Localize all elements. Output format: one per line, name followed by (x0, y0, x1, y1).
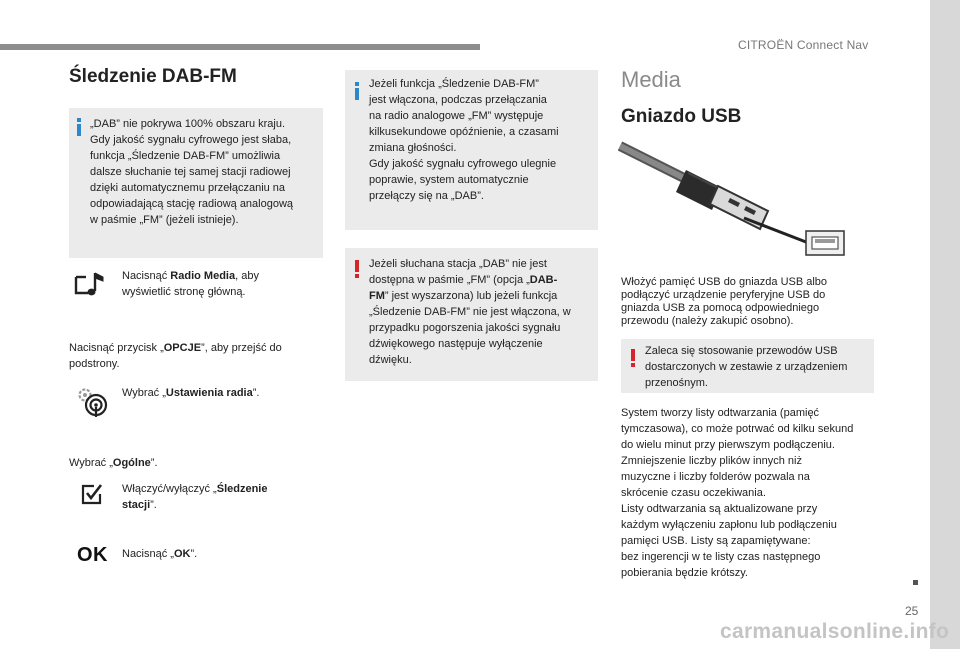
station-tracking-label: Śledzenie (216, 483, 268, 495)
info-line: jest włączona, podczas przełączania (369, 94, 547, 106)
info-line: Gdy jakość sygnału cyfrowego jest słaba, (90, 134, 292, 146)
ok-label: OK (173, 548, 191, 560)
step-ok: Nacisnąć „OK”. (122, 548, 198, 560)
warning-line: dźwiękowego następuje wyłączenie (369, 338, 543, 350)
text-line: Listy odtwarzania są aktualizowane przy (621, 503, 818, 515)
info-line: dzięki automatycznemu przełączaniu na (90, 182, 286, 194)
usb-plug-illustration (618, 140, 850, 260)
info-line: Gdy jakość sygnału cyfrowego ulegnie (369, 158, 557, 170)
info-icon (355, 82, 359, 100)
info-line: poprawie, system automatycznie (369, 174, 529, 186)
text-line: Zmniejszenie liczby plików innych niż (621, 455, 802, 467)
text-line: muzyczne i liczby folderów pozwala na (621, 471, 810, 483)
usb-instructions (621, 276, 827, 328)
step-radio-settings: Wybrać „Ustawienia radia”. (122, 387, 260, 399)
step-station-tracking: Włączyć/wyłączyć „Śledzenie stacji”. (122, 483, 268, 511)
radio-settings-icon (76, 386, 110, 418)
step-radio-media: Nacisnąć Radio Media, aby wyświetlić stronę główną. (122, 270, 259, 298)
warning-line: Zaleca się stosowanie przewodów USB (645, 345, 838, 357)
info-line: funkcja „Śledzenie DAB-FM” umożliwia (90, 150, 281, 162)
warning-line: przenośnym. (645, 377, 708, 389)
info-box-dab-switch (345, 70, 598, 230)
info-line: przełączy się na „DAB”. (369, 190, 484, 202)
info-line: odpowiadającą stację radiową analogową (90, 198, 294, 210)
page-edge-strip (930, 0, 960, 649)
general-label: Ogólne (112, 457, 151, 469)
radio-media-label: Radio Media (170, 270, 236, 282)
text-line: pobierania będzie krótszy. (621, 567, 748, 579)
para-options: Nacisnąć przycisk „OPCJE”, aby przejść do podstrony. (69, 342, 282, 370)
usb-socket-title: Gniazdo USB (621, 106, 742, 127)
page-number: 25 (905, 604, 919, 618)
info-line: zmiana głośności. (369, 142, 457, 154)
warning-box-dab (345, 248, 598, 381)
section-title: Śledzenie DAB-FM (69, 66, 237, 87)
warning-icon (355, 260, 359, 278)
continue-marker (913, 580, 918, 585)
para-general: Wybrać „Ogólne”. (69, 457, 158, 469)
header-title: CITROËN Connect Nav (738, 38, 869, 52)
warning-line: dostarczonych w zestawie z urządzeniem (645, 361, 848, 373)
warning-line: Jeżeli słuchana stacja „DAB” nie jest (369, 258, 547, 270)
text-line: Włożyć pamięć USB do gniazda USB albo (621, 276, 828, 288)
warning-line: dźwięku. (369, 354, 412, 366)
warning-line: przypadku pogorszenia jakości sygnału (369, 322, 561, 334)
text-line: skrócenie czasu oczekiwania. (621, 487, 766, 499)
playlist-info (621, 405, 853, 581)
info-line: w paśmie „FM” (jeżeli istnieje). (90, 214, 239, 226)
warning-line: dostępna w paśmie „FM” (opcja „DAB- (369, 274, 558, 286)
text-line: do wielu minut przy pierwszym podłączeniu. (621, 439, 835, 451)
checkbox-icon (80, 482, 104, 506)
text-line: przewodu (należy zakupić osobno). (621, 315, 794, 327)
ok-icon: OK (77, 544, 108, 566)
radio-settings-label: Ustawienia radia (165, 387, 253, 399)
text-line: gniazda USB za pomocą odpowiedniego (621, 302, 820, 314)
warning-line: „Śledzenie DAB-FM” nie jest włączona, w (369, 306, 571, 318)
info-icon (77, 118, 81, 136)
text-line: bez ingerencji w te listy czas następnego (621, 551, 821, 563)
info-line: Jeżeli funkcja „Śledzenie DAB-FM” (369, 78, 539, 90)
warning-icon (631, 349, 635, 367)
text-line: tymczasowa), co może potrwać od kilku sekund (621, 423, 854, 435)
warning-line: FM” jest wyszarzona) lub jeżeli funkcja (369, 290, 558, 302)
text-line: podłączyć urządzenie peryferyjne USB do (621, 289, 826, 301)
text-line: System tworzy listy odtwarzania (pamięć (621, 407, 820, 419)
info-line: kilkusekundowe opóźnienie, a czasami (369, 126, 559, 138)
info-box-dab (69, 108, 323, 258)
info-line: na radio analogowe „FM” występuje (369, 110, 544, 122)
media-title: Media (621, 67, 681, 92)
header-bar (0, 44, 480, 50)
watermark: carmanualsonline.info (720, 620, 950, 643)
text-line: każdym wyłączeniu zapłonu lub podłączeniu (621, 519, 837, 531)
info-line: dalsze słuchanie tej samej stacji radiowej (90, 166, 291, 178)
text-line: pamięci USB. Listy są zapamiętywane: (621, 535, 811, 547)
radio-media-icon (74, 271, 106, 299)
warning-box-usb-cable (621, 339, 874, 393)
info-line: „DAB” nie pokrywa 100% obszaru kraju. (90, 118, 286, 130)
options-label: OPCJE (163, 342, 202, 354)
